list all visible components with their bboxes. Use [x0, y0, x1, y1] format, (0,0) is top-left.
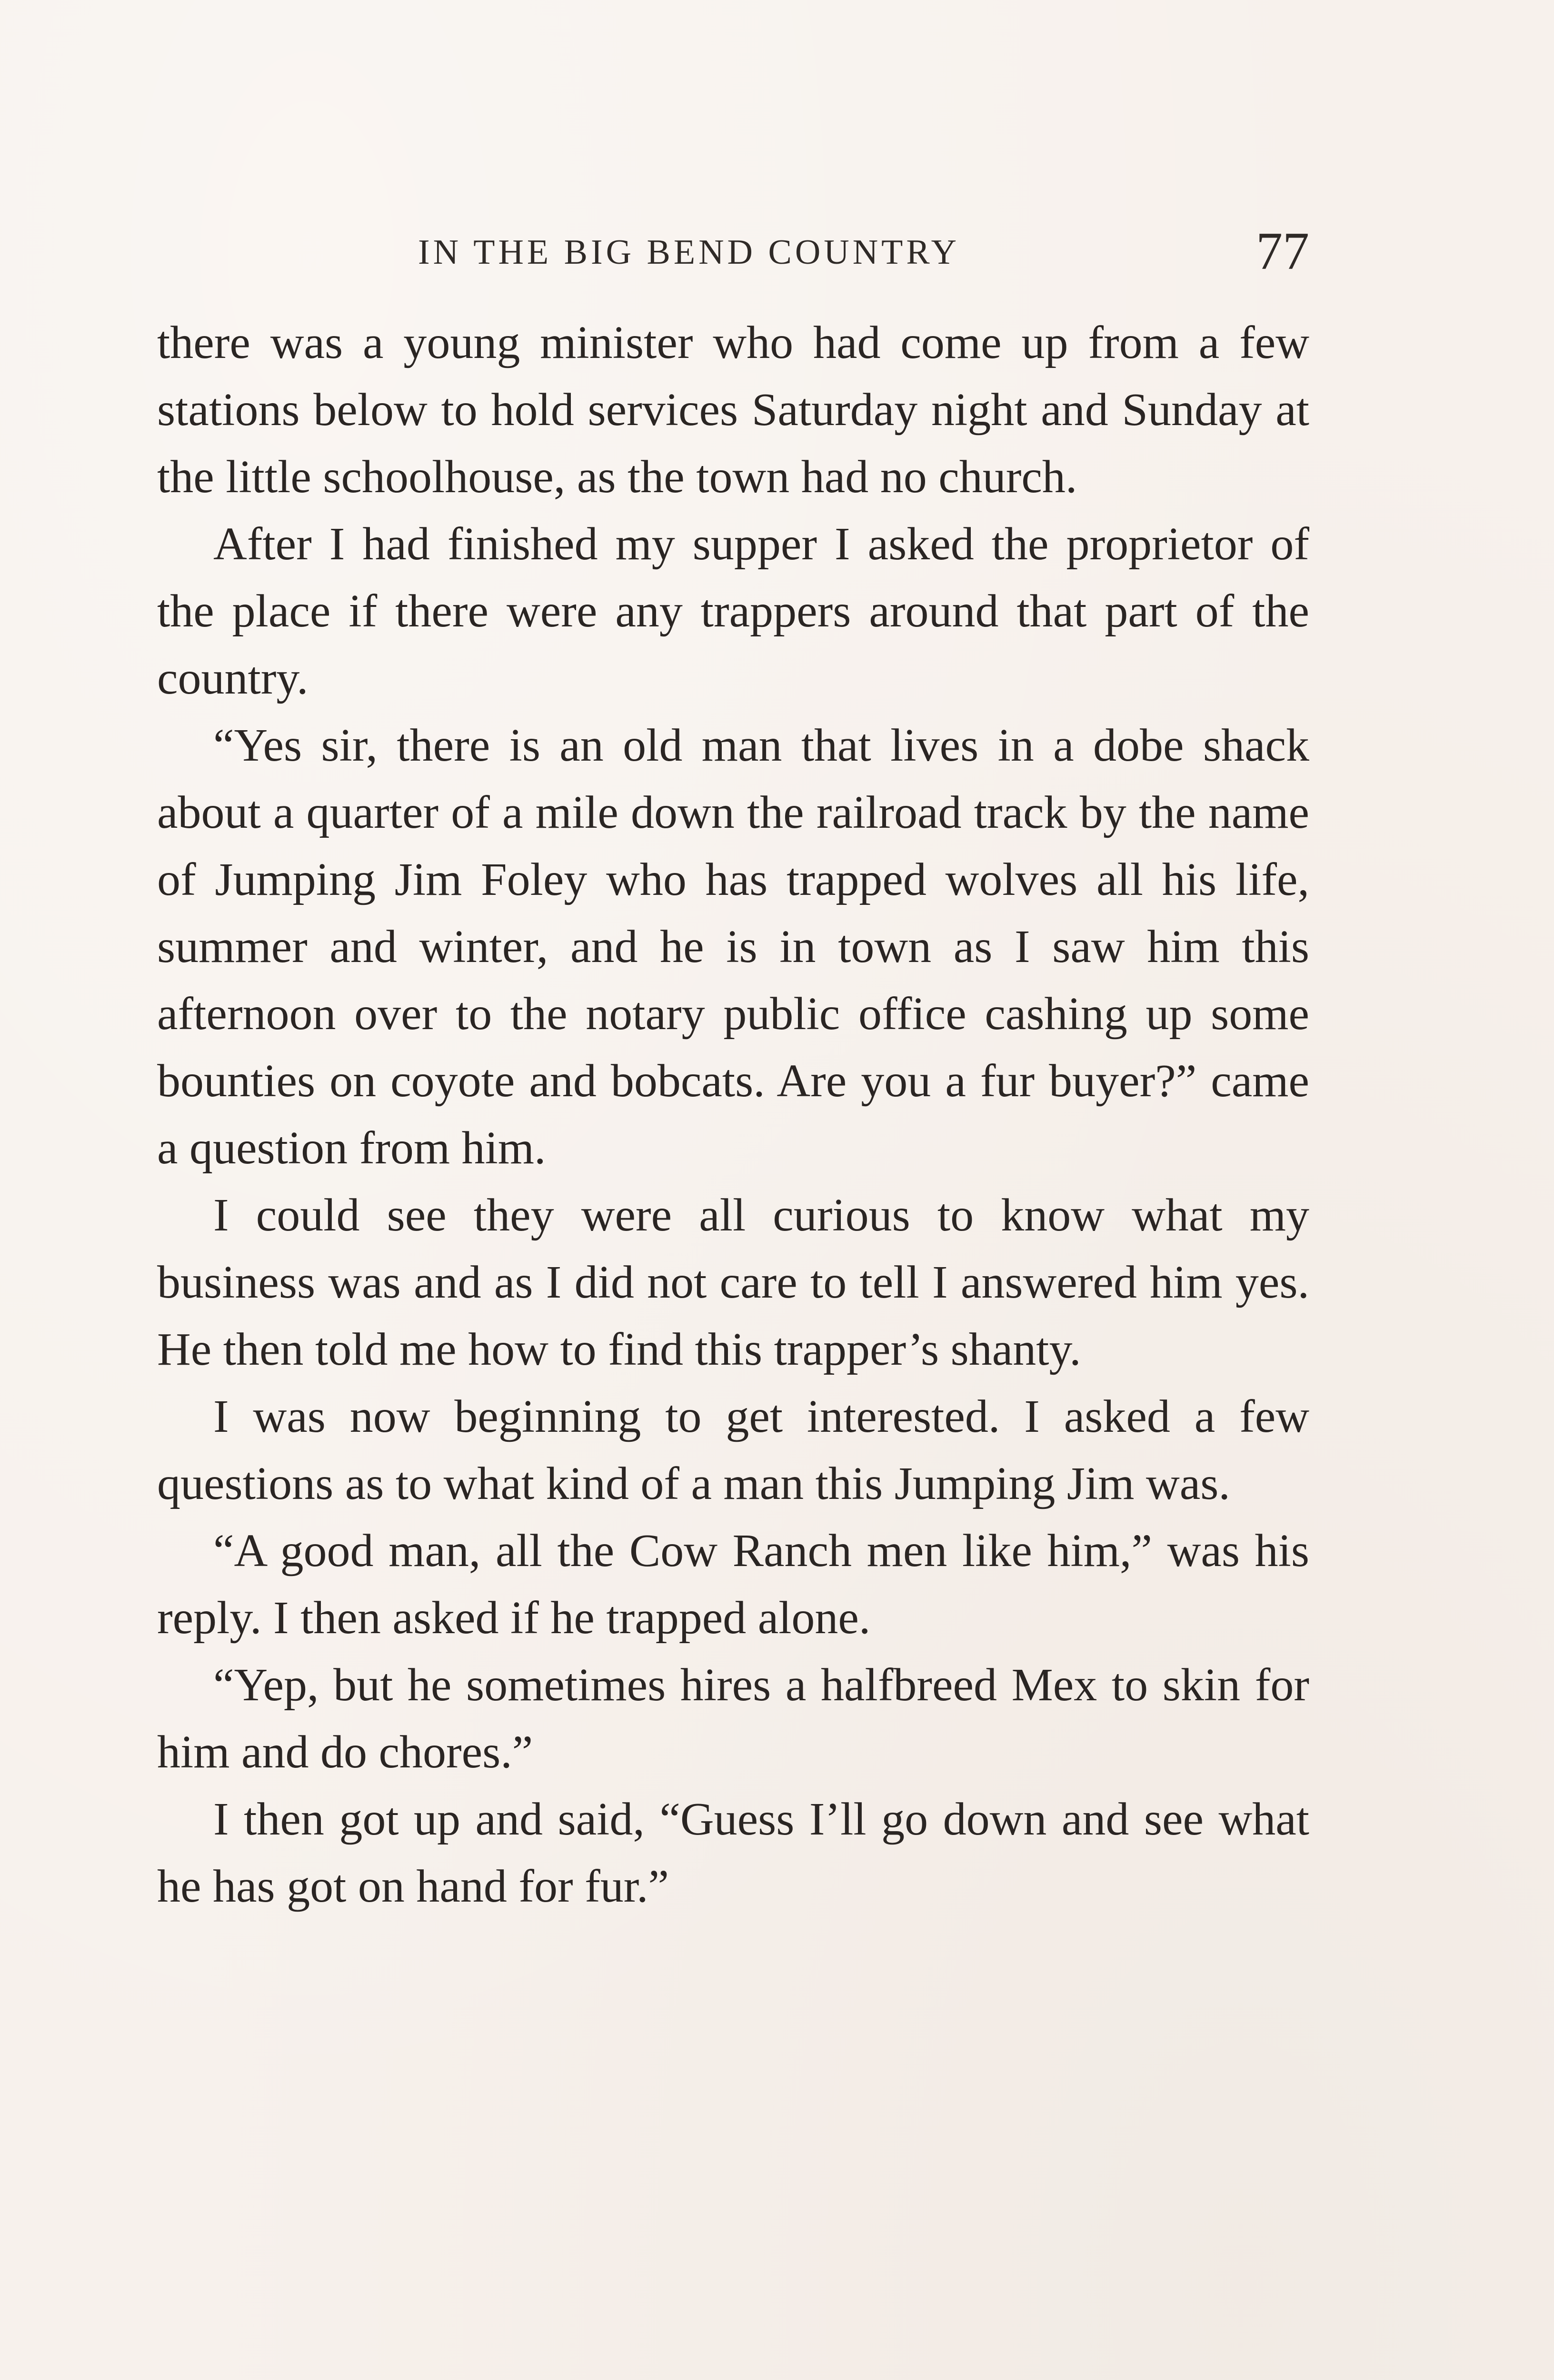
paragraph-8: I then got up and said, “Guess I’ll go down and see what he has got on hand for fur.”: [157, 1794, 1309, 1912]
running-title: IN THE BIG BEND COUNTRY: [418, 233, 960, 272]
paragraph-3: “Yes sir, there is an old man that lives in a dobe shack about a quarter of a mile down the railroad track by the name of Jumping Jim Foley who has trapped wolves all his life, summer and winter, and he is in town as I saw him this afternoon over to the notary public office cashing up some bounties on coyote and bobcats. Are you a fur buyer?” came a question from him.: [157, 720, 1309, 1174]
paragraph-4: I could see they were all curious to know what my business was and as I did not care to tell I answered him yes. He then told me how to find this trapper’s shanty.: [157, 1190, 1309, 1375]
body-text: [157, 309, 1309, 1920]
paragraph-7: “Yep, but he sometimes hires a halfbreed Mex to skin for him and do chores.”: [157, 1659, 1309, 1778]
paragraph-2: After I had finished my supper I asked the proprietor of the place if there were any trappers around that part of the country.: [157, 518, 1309, 704]
running-head: [157, 222, 1309, 285]
paragraph-5: I was now beginning to get interested. I asked a few questions as to what kind of a man this Jumping Jim was.: [157, 1391, 1309, 1509]
page-number: 77: [1256, 222, 1309, 281]
paragraph-1: there was a young minister who had come up from a few stations below to hold services Saturday night and Sunday at the little schoolhouse, as the town had no church.: [157, 317, 1309, 503]
paragraph-6: “A good man, all the Cow Ranch men like him,” was his reply. I then asked if he trapped alone.: [157, 1525, 1309, 1644]
